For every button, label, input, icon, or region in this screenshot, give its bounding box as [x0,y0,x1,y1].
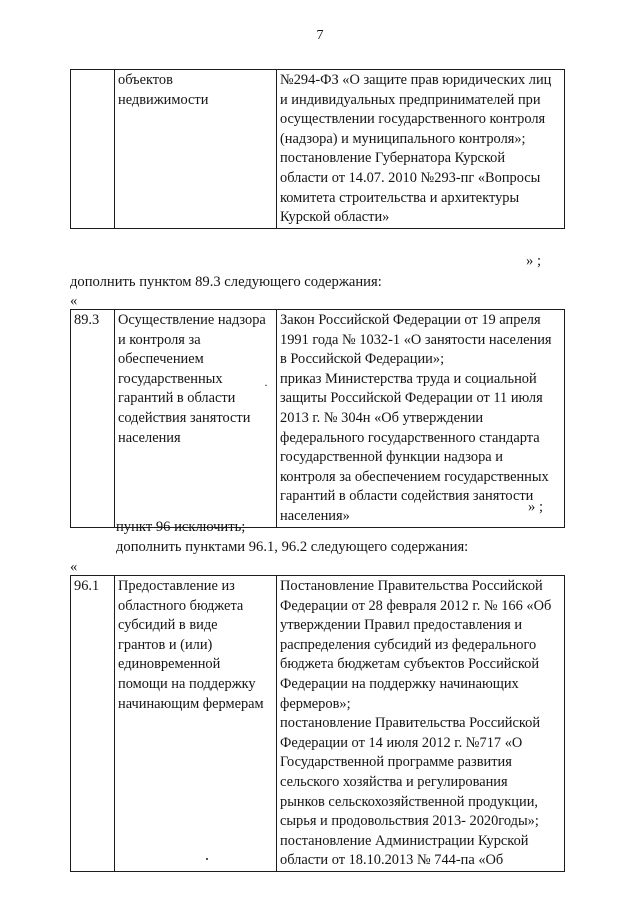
table-item-89-3 [70,309,565,528]
cell-text-line: федерального государственного стандарта [280,429,540,446]
cell-text-line: 89.3 [74,312,100,328]
cell-text-line: 2013 г. № 304н «Об утверждении [280,409,484,426]
cell-text-line: защиты Российской Федерации от 11 июля [280,390,543,407]
cell-text-line: государственных [118,370,223,387]
cell-text-line: единовременной [118,656,221,673]
cell-text-line: 96.1 [74,578,100,594]
cell-text-line: постановление Администрации Курской [280,832,529,849]
subject-cell [115,70,277,229]
item-number-cell [71,576,115,872]
cell-text-line: фермеров»; [280,695,351,712]
closing-quote: » ; [528,499,543,515]
cell-text-line: грантов и (или) [118,636,213,653]
table-continued-section [70,69,565,229]
cell-text-line: Федерации от 14 июля 2012 г. №717 «О [280,734,523,751]
cell-text-line: в Российской Федерации»; [280,351,445,368]
cell-text-line: распределения субсидий из федерального [280,636,537,653]
cell-text-line: и контроля за [118,331,201,348]
page-number: 7 [316,28,324,43]
cell-text-line: области от 18.10.2013 № 744-па «Об [280,852,504,869]
legal-basis-cell [277,70,565,229]
cell-text-line: Постановление Правительства Российской [280,578,543,594]
cell-text-line: Предоставление из [118,578,235,594]
cell-text-line: гарантий в области содействия занятости [280,488,534,505]
opening-quote: « [70,559,78,575]
cell-text-line: начинающим фермерам [118,695,264,712]
cell-text-line: содействия занятости [118,409,251,426]
cell-text-line: контроля за обеспечением государственных [280,468,549,485]
legal-basis-cell [277,576,565,872]
cell-text-line: сельского хозяйства и регулирования [280,773,508,790]
cell-text-line: Государственной программе развития [280,754,512,771]
cell-text-line: постановление Губернатора Курской [280,150,506,167]
cell-text-line: осуществлении государственного контроля [280,111,546,128]
cell-text-line: 1991 года № 1032-1 «О занятости населения [280,331,552,348]
cell-text-line: обеспечением [118,351,204,368]
table-row [71,70,565,229]
exclusion-instruction: пункт 96 исключить; [116,519,246,535]
cell-text-line: рынков сельскохозяйственной продукции, [280,793,538,810]
cell-text-line: помощи на поддержку [118,675,256,692]
cell-text-line: бюджета бюджетам субъектов Российской [280,656,540,673]
cell-text-line: недвижимости [118,91,209,108]
cell-text-line: гарантий в области [118,390,236,407]
cell-text-line: областного бюджета [118,597,244,614]
amendment-instruction: дополнить пунктами 96.1, 96.2 следующего содержания: [116,539,469,555]
opening-quote: « [70,293,78,309]
cell-text-line: комитета строительства и архитектуры [280,189,520,206]
legal-basis-cell [277,310,565,528]
cell-text-line: постановление Правительства Российской [280,715,541,732]
cell-text-line: (надзора) и муниципального контроля»; [280,130,526,147]
cell-text-line: субсидий в виде [118,617,218,634]
closing-quote: » ; [526,253,541,269]
cell-text-line: области от 14.07. 2010 №293-пг «Вопросы [280,169,541,186]
cell-text-line: сырья и продовольствия 2013- 2020годы»; [280,813,539,830]
cell-text-line: Федерации от 28 февраля 2012 г. № 166 «Об [280,597,552,614]
cell-text-line: приказ Министерства труда и социальной [280,370,537,387]
scan-speck [206,858,208,860]
subject-cell [115,310,277,528]
scan-mark: · [264,378,268,392]
amendment-instruction: дополнить пунктом 89.3 следующего содержания: [70,274,382,290]
item-number-cell [71,310,115,528]
table-item-96-1 [70,575,565,872]
cell-text-line: Закон Российской Федерации от 19 апреля [280,312,541,328]
cell-text-line: Курской области» [280,209,390,226]
cell-text-line: Федерации на поддержку начинающих [280,675,519,692]
cell-text-line: Осуществление надзора [118,312,266,328]
cell-text-line: и индивидуальных предпринимателей при [280,91,541,108]
cell-text-line: объектов [118,72,173,88]
cell-text-line: населения [118,429,181,446]
cell-text-line: №294-ФЗ «О защите прав юридических лиц [280,72,552,88]
subject-cell [115,576,277,872]
table-row [71,310,565,528]
item-number-cell [71,70,115,229]
cell-text-line: государственной функции надзора и [280,449,503,466]
cell-text-line: населения» [280,507,350,524]
cell-text-line: утверждении Правил предоставления и [280,617,523,634]
table-row [71,576,565,872]
